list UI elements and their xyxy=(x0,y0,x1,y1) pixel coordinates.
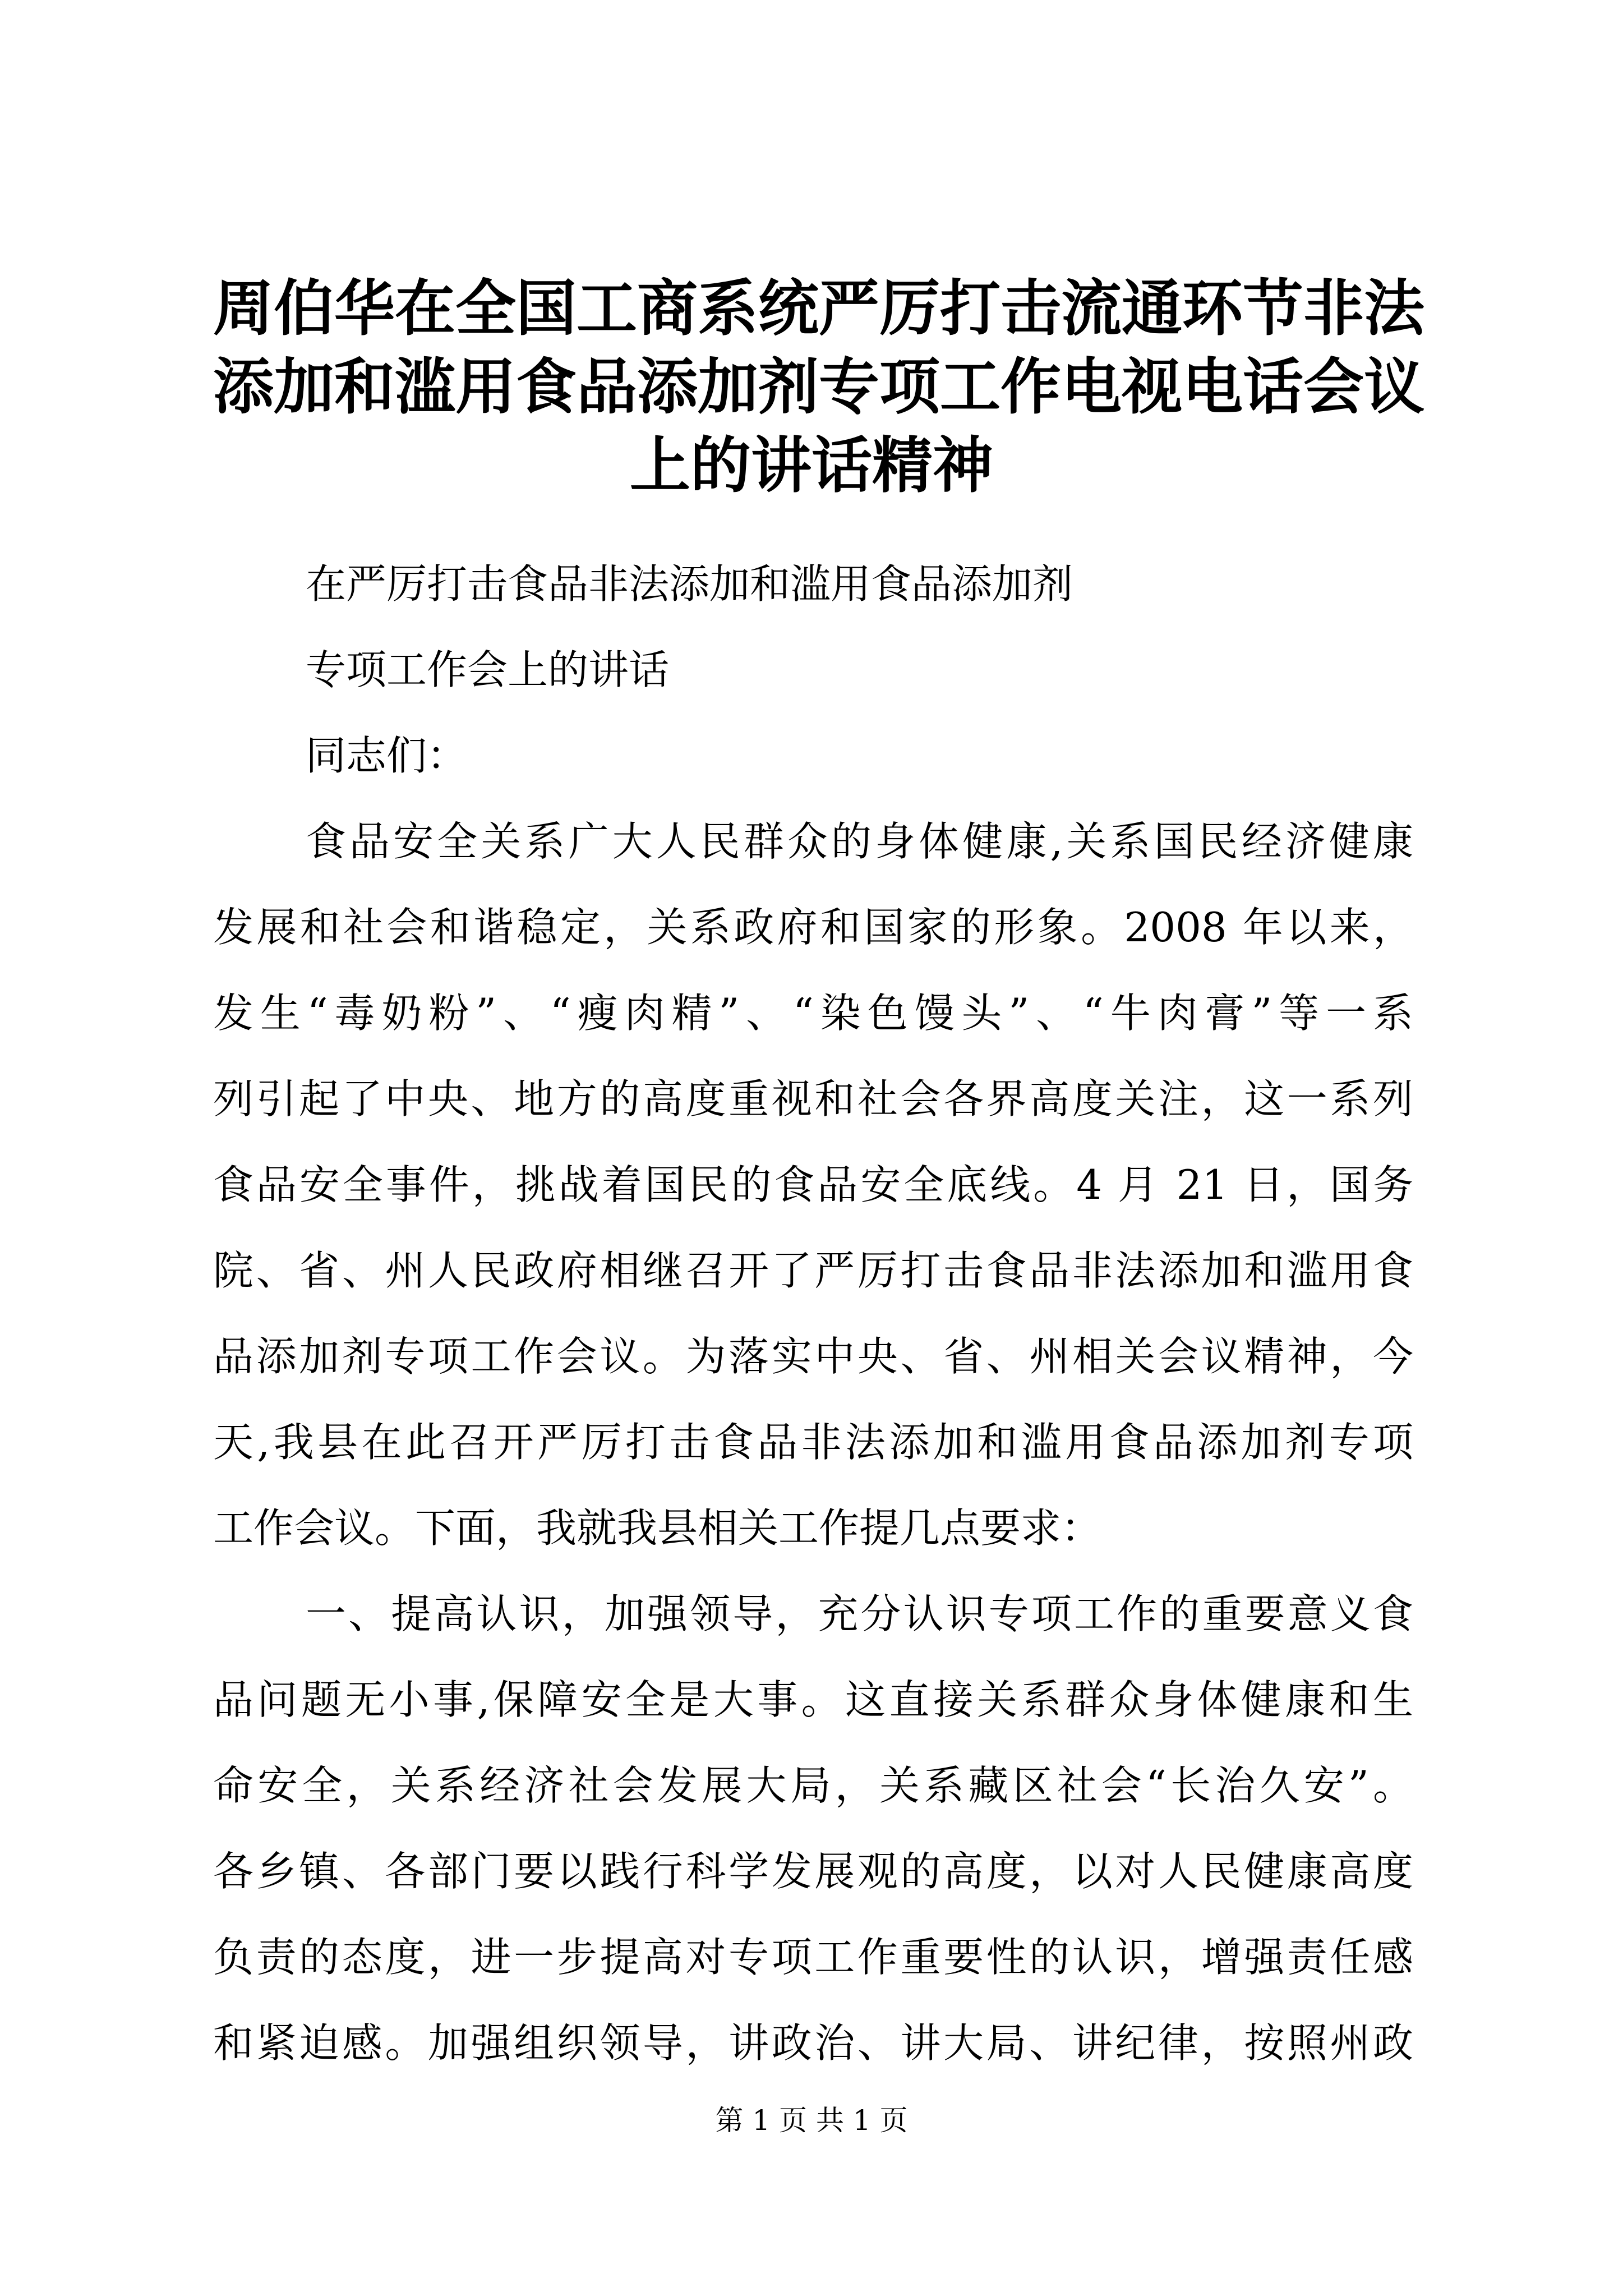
paragraph-line: 和紧迫感。加强组织领导，讲政治、讲大局、讲纪律，按照州政 xyxy=(213,2019,1413,2067)
paragraph-line: 品问题无小事,保障安全是大事。这直接关系群众身体健康和生 xyxy=(213,1676,1413,1723)
paragraph-line: 工作会议。下面，我就我县相关工作提几点要求： xyxy=(213,1504,1102,1552)
paragraph-line: 负责的态度，进一步提高对专项工作重要性的认识，增强责任感 xyxy=(213,1934,1413,1981)
subtitle-line: 专项工作会上的讲话 xyxy=(306,646,670,693)
paragraph-line: 命安全，关系经济社会发展大局，关系藏区社会“长治久安”。 xyxy=(213,1762,1413,1809)
title-line: 上的讲话精神 xyxy=(629,430,993,501)
title-line: 添加和滥用食品添加剂专项工作电视电话会议 xyxy=(213,352,1425,422)
paragraph-line: 发展和社会和谐稳定，关系政府和国家的形象。2008 年以来， xyxy=(213,904,1413,951)
paragraph-line: 列引起了中央、地方的高度重视和社会各界高度关注，这一系列 xyxy=(213,1075,1413,1122)
paragraph-line: 各乡镇、各部门要以践行科学发展观的高度，以对人民健康高度 xyxy=(213,1848,1413,1895)
page-number: 第 1 页 共 1 页 xyxy=(715,2104,908,2137)
document-body xyxy=(213,541,1413,2086)
paragraph-line: 天,我县在此召开严厉打击食品非法添加和滥用食品添加剂专项 xyxy=(213,1419,1413,1466)
salutation: 同志们： xyxy=(306,732,468,779)
paragraph-line: 食品安全关系广大人民群众的身体健康,关系国民经济健康 xyxy=(306,818,1413,865)
title-line: 周伯华在全国工商系统严厉打击流通环节非法 xyxy=(213,273,1425,344)
paragraph-line: 品添加剂专项工作会议。为落实中央、省、州相关会议精神，今 xyxy=(213,1333,1413,1380)
paragraph-line: 发生“毒奶粉”、“瘦肉精”、“染色馒头”、“牛肉膏”等一系 xyxy=(213,990,1413,1037)
paragraph-line: 一、提高认识，加强领导，充分认识专项工作的重要意义食 xyxy=(306,1590,1413,1637)
page-footer xyxy=(0,2101,1623,2140)
paragraph-line: 食品安全事件，挑战着国民的食品安全底线。4 月 21 日，国务 xyxy=(213,1161,1413,1208)
subtitle-line: 在严厉打击食品非法添加和滥用食品添加剂 xyxy=(306,560,1073,608)
paragraph-line: 院、省、州人民政府相继召开了严厉打击食品非法添加和滥用食 xyxy=(213,1247,1413,1294)
document-title xyxy=(213,269,1425,505)
